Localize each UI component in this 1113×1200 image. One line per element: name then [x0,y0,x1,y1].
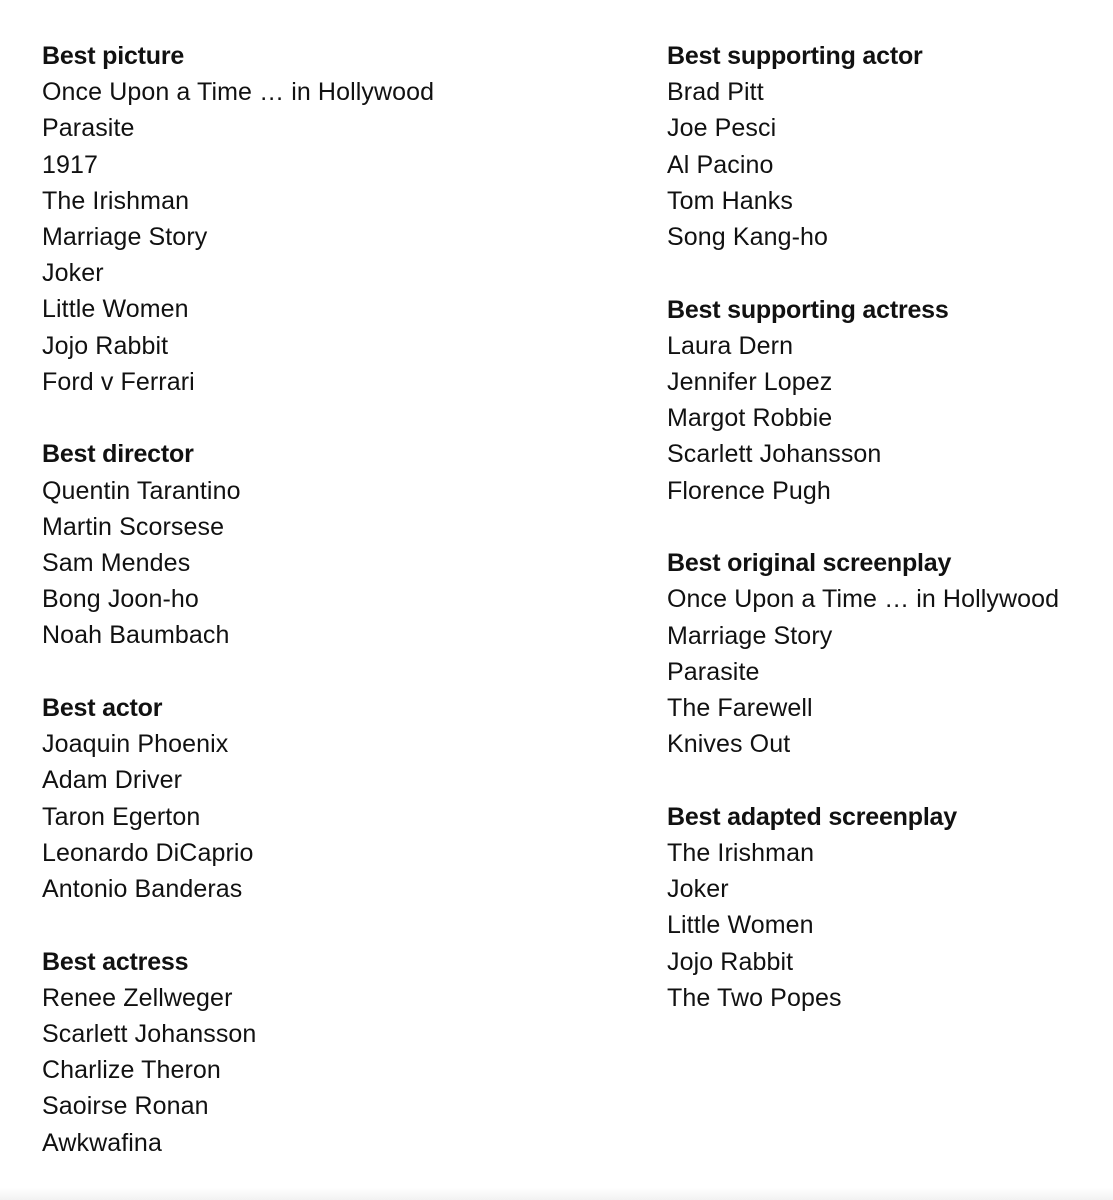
category-best-director [42,436,632,653]
left-column [42,38,632,1197]
nominee-item: Once Upon a Time … in Hollywood [667,585,1060,614]
nominee-item: Margot Robbie [667,404,833,433]
category-best-supporting-actor [667,38,1107,255]
category-best-actor [42,690,632,907]
nominee-item: Charlize Theron [42,1056,221,1085]
category-heading: Best supporting actress [667,295,949,324]
category-best-picture [42,38,632,400]
nominee-item: Noah Baumbach [42,621,230,650]
nominee-item: The Farewell [667,694,813,722]
nominee-item: Little Women [42,295,189,324]
category-heading: Best actor [42,694,163,722]
nominee-list [667,74,1107,255]
nominee-item: Little Women [667,911,814,940]
right-column [667,38,1107,1053]
nominee-list [42,74,632,400]
nominee-item: Marriage Story [667,621,833,650]
nominee-list [42,980,632,1161]
nominee-item: Laura Dern [667,331,794,360]
nominee-item: Adam Driver [42,766,183,795]
nominee-item: Joker [42,259,104,288]
category-best-adapted-screenplay [667,799,1107,1016]
nominee-item: Jojo Rabbit [667,947,794,976]
nominee-list [42,726,632,907]
nominee-item: The Irishman [42,186,190,215]
nominee-item: 1917 [42,150,99,179]
category-heading: Best actress [42,947,189,976]
nominee-item: Once Upon a Time … in Hollywood [42,78,435,107]
nominee-item: Al Pacino [667,150,774,179]
nominee-item: Joaquin Phoenix [42,730,229,759]
category-heading: Best supporting actor [667,42,923,70]
nominee-list [667,581,1107,762]
nominee-item: Song Kang-ho [667,222,829,251]
nominee-item: Jennifer Lopez [667,368,833,396]
nominee-list [667,328,1107,509]
page-bottom-edge [0,1188,1113,1200]
nominee-item: Taron Egerton [42,802,201,831]
category-heading: Best adapted screenplay [667,802,957,831]
nominee-item: Martin Scorsese [42,512,225,541]
category-heading: Best director [42,440,194,469]
nominee-item: Knives Out [667,730,791,759]
nominee-item: The Irishman [667,839,815,868]
nominee-item: Florence Pugh [667,476,831,505]
nominee-item: Joker [667,875,729,904]
nominee-item: The Two Popes [667,983,842,1012]
nominee-item: Renee Zellweger [42,983,233,1012]
category-best-supporting-actress [667,292,1107,509]
nominee-item: Parasite [667,657,760,686]
nominee-item: Scarlett Johansson [42,1020,257,1048]
nominee-item: Leonardo DiCaprio [42,838,254,867]
nominee-item: Parasite [42,114,135,143]
nominee-item: Bong Joon-ho [42,585,199,614]
nominee-item: Brad Pitt [667,78,764,107]
category-heading: Best original screenplay [667,549,952,578]
category-heading: Best picture [42,42,185,70]
category-best-original-screenplay [667,545,1107,762]
nominee-list [667,835,1107,1016]
nominee-item: Jojo Rabbit [42,331,169,360]
nominee-item: Marriage Story [42,222,208,251]
nominee-item: Joe Pesci [667,114,777,143]
nominee-item: Ford v Ferrari [42,367,195,396]
nominee-item: Scarlett Johansson [667,440,882,469]
nominee-list [42,473,632,654]
nominee-item: Antonio Banderas [42,874,243,903]
category-best-actress [42,944,632,1161]
nominee-item: Quentin Tarantino [42,476,241,505]
nominee-item: Sam Mendes [42,548,191,577]
nominee-item: Awkwafina [42,1128,162,1157]
nominee-item: Tom Hanks [667,186,793,215]
nominee-item: Saoirse Ronan [42,1092,209,1121]
